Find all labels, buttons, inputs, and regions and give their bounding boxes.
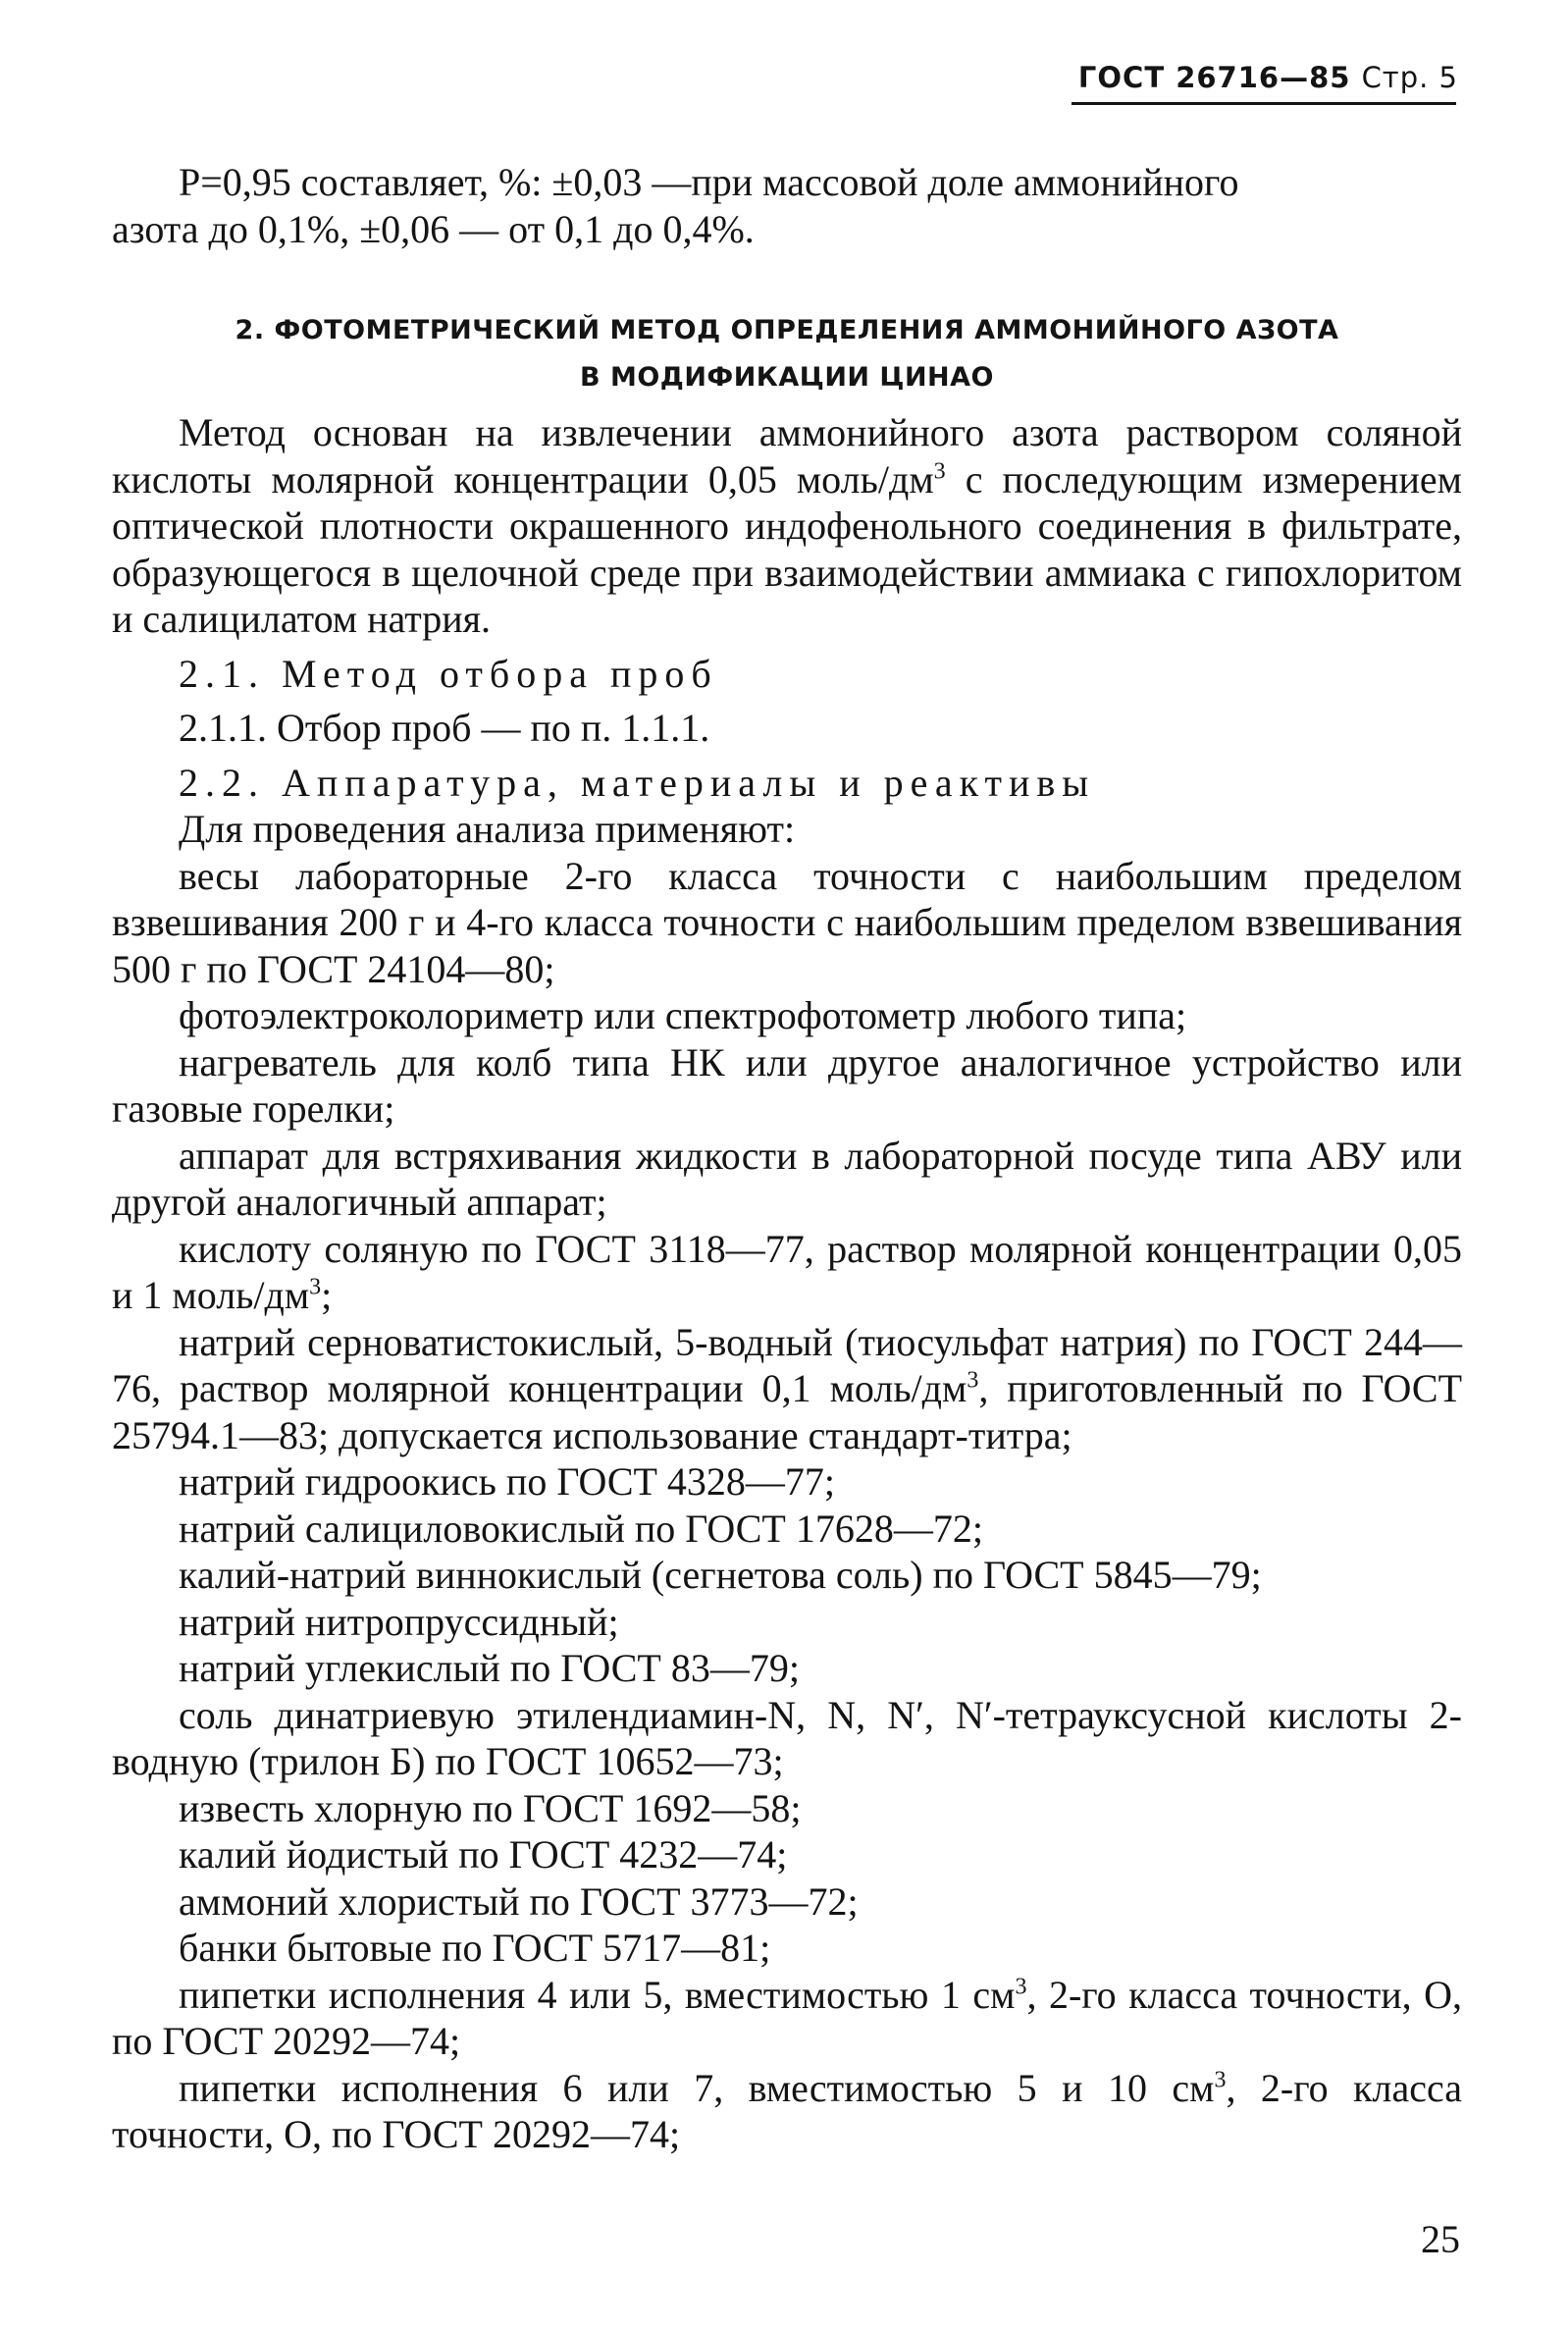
list-item: фотоэлектроколориметр или спектрофотометр любого типа; bbox=[179, 993, 1187, 1037]
list-item: банки бытовые по ГОСТ 5717—81; bbox=[179, 1926, 771, 1970]
body-text bbox=[112, 159, 1462, 2158]
list-item: известь хлорную по ГОСТ 1692—58; bbox=[179, 1785, 802, 1830]
standard-code: ГОСТ 26716—85 bbox=[1077, 61, 1351, 94]
list-item: нагреватель для колб типа НК или другое аналогичное устройство или газовые горелки; bbox=[112, 1039, 1462, 1131]
list-item: натрий углекислый по ГОСТ 83—79; bbox=[179, 1646, 800, 1690]
page-label: Стр. 5 bbox=[1361, 61, 1458, 94]
list-item: калий йодистый по ГОСТ 4232—74; bbox=[179, 1832, 788, 1877]
intro-line-1: P=0,95 составляет, %: ±0,03 —при массовой доле аммонийного bbox=[179, 160, 1239, 204]
list-item: пипетки исполнения 4 или 5, вместимостью 1 $см^3$, 2-го класса точности, О, по ГОСТ 20292—74; bbox=[112, 1972, 1462, 2063]
list-item: аммоний хлористый по ГОСТ 3773—72; bbox=[179, 1878, 859, 1924]
list-item: кислоту соляную по ГОСТ 3118—77, раствор молярной концентрации 0,05 и 1 моль/$дм^3$; bbox=[112, 1226, 1462, 1317]
list-item: натрий гидроокись по ГОСТ 4328—77; bbox=[179, 1459, 836, 1504]
list-item: весы лабораторные 2-го класса точности с наибольшим пределом взвешивания 200 г и 4-го класса точности с наибольшим пределом взвешивания 500 г по ГОСТ 24104—80; bbox=[112, 853, 1462, 991]
list-item: соль динатриевую этилендиамин-N, N, N′, N′-тетрауксусной кислоты 2-водную (трилон Б) по ГОСТ 10652—73; bbox=[112, 1692, 1462, 1783]
list-intro: Для проведения анализа применяют: bbox=[179, 807, 796, 851]
subsection-2-1-1: 2.1.1. Отбор проб — по п. 1.1.1. bbox=[179, 706, 710, 750]
subsection-2-2: 2.2. Аппаратура, материалы и реактивы bbox=[179, 760, 1096, 805]
list-item: аппарат для встряхивания жидкости в лабораторной посуде типа АВУ или другой аналогичный аппарат; bbox=[112, 1133, 1462, 1224]
list-item: натрий серноватистокислый, 5-водный (тиосульфат натрия) по ГОСТ 244—76, раствор молярной концентрации 0,1 моль/$дм^3$, приготовленный по ГОСТ 25794.1—83; допускается использование стандарт-титра; bbox=[112, 1319, 1463, 1457]
method-paragraph: Метод основан на извлечении аммонийного азота раствором соляной кислоты молярной концентрации 0,05 моль/$дм^3$ с последующим измерением оптической плотности окрашенного индофенольного соединения в фильтрате, образующегося в щелочной среде при взаимодействии аммиака с гипохлоритом и салицилатом натрия. bbox=[112, 410, 1462, 641]
page-header bbox=[1078, 61, 1458, 94]
subsection-2-1: 2.1. Метод отбора проб bbox=[179, 651, 718, 696]
list-item: пипетки исполнения 6 или 7, вместимостью 5 и 10 $см^3$, 2-го класса точности, О, по ГОСТ 20292—74; bbox=[112, 2065, 1462, 2156]
list-item: натрий нитропруссидный; bbox=[179, 1599, 619, 1644]
intro-line-2: азота до 0,1%, ±0,06 — от 0,1 до 0,4%. bbox=[112, 206, 755, 251]
page-number: 25 bbox=[1421, 2217, 1460, 2261]
section-title-line-2: В МОДИФИКАЦИИ ЦИНАО bbox=[579, 362, 994, 393]
section-title-line-1: 2. ФОТОМЕТРИЧЕСКИЙ МЕТОД ОПРЕДЕЛЕНИЯ АММОНИЙНОГО АЗОТА bbox=[235, 315, 1339, 345]
header-rule bbox=[1071, 102, 1456, 105]
list-item: натрий салициловокислый по ГОСТ 17628—72; bbox=[179, 1506, 983, 1551]
list-item: калий-натрий виннокислый (сегнетова соль) по ГОСТ 5845—79; bbox=[179, 1553, 1262, 1597]
